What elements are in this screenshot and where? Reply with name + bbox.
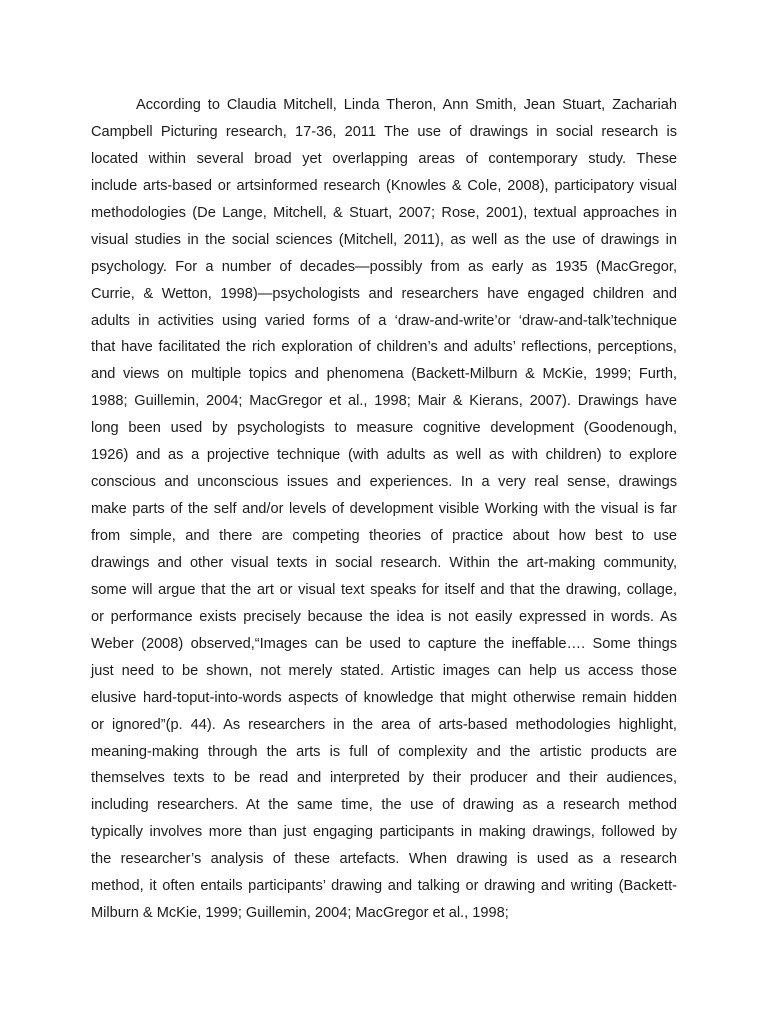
paragraph-line: method, it often entails participants’ drawing and talking or drawing and writing (Backett- (91, 878, 677, 895)
paragraph-line: adults in activities using varied forms of a ‘draw-and-write’or ‘draw-and-talk’technique (91, 312, 677, 329)
paragraph-line: or ignored”(p. 44). As researchers in the area of arts-based methodologies highlight, (91, 716, 677, 733)
paragraph-line: the researcher’s analysis of these artefacts. When drawing is used as a research (91, 851, 677, 868)
paragraph-line: methodologies (De Lange, Mitchell, & Stuart, 2007; Rose, 2001), textual approaches in (91, 204, 677, 221)
body-paragraph (91, 92, 677, 927)
paragraph-line: and views on multiple topics and phenomena (Backett-Milburn & McKie, 1999; Furth, (91, 366, 677, 383)
paragraph-line: According to Claudia Mitchell, Linda Theron, Ann Smith, Jean Stuart, Zachariah (136, 97, 677, 113)
paragraph-line: long been used by psychologists to measure cognitive development (Goodenough, (91, 420, 677, 437)
paragraph-line: including researchers. At the same time, the use of drawing as a research method (91, 797, 677, 814)
paragraph-line: include arts-based or artsinformed research (Knowles & Cole, 2008), participatory visual (91, 177, 677, 194)
paragraph-line: themselves texts to be read and interpreted by their producer and their audiences, (91, 770, 677, 787)
paragraph-line: some will argue that the art or visual text speaks for itself and that the drawing, collage, (91, 581, 677, 598)
paragraph-line: meaning-making through the arts is full of complexity and the artistic products are (91, 743, 677, 760)
paragraph-line: or performance exists precisely because the idea is not easily expressed in words. As (91, 608, 677, 625)
paragraph-line: Weber (2008) observed,“Images can be used to capture the ineffable…. Some things (91, 635, 677, 652)
paragraph-line: drawings and other visual texts in social research. Within the art-making community, (91, 554, 677, 571)
paragraph-line: visual studies in the social sciences (Mitchell, 2011), as well as the use of drawings in (91, 231, 677, 248)
paragraph-line: elusive hard-toput-into-words aspects of knowledge that might otherwise remain hidden (91, 689, 677, 706)
paragraph-line: conscious and unconscious issues and experiences. In a very real sense, drawings (91, 474, 677, 491)
paragraph-line: 1988; Guillemin, 2004; MacGregor et al., 1998; Mair & Kierans, 2007). Drawings have (91, 393, 677, 410)
paragraph-line: from simple, and there are competing theories of practice about how best to use (91, 528, 677, 544)
paragraph-line: make parts of the self and/or levels of development visible Working with the visual is far (91, 501, 677, 518)
paragraph-line: located within several broad yet overlapping areas of contemporary study. These (91, 150, 677, 167)
paragraph-line: psychology. For a number of decades—possibly from as early as 1935 (MacGregor, (91, 258, 677, 275)
paragraph-line: Currie, & Wetton, 1998)—psychologists and researchers have engaged children and (91, 285, 677, 302)
paragraph-line: typically involves more than just engaging participants in making drawings, followed by (91, 824, 677, 841)
paragraph-line: just need to be shown, not merely stated. Artistic images can help us access those (91, 662, 677, 679)
paragraph-line: Milburn & McKie, 1999; Guillemin, 2004; MacGregor et al., 1998; (91, 905, 509, 922)
paragraph-line: Campbell Picturing research, 17-36, 2011 The use of drawings in social research is (91, 123, 677, 140)
paragraph-line: that have facilitated the rich exploration of children’s and adults’ reflections, perceptions, (91, 339, 677, 356)
paragraph-line: 1926) and as a projective technique (with adults as well as with children) to explore (91, 447, 677, 464)
